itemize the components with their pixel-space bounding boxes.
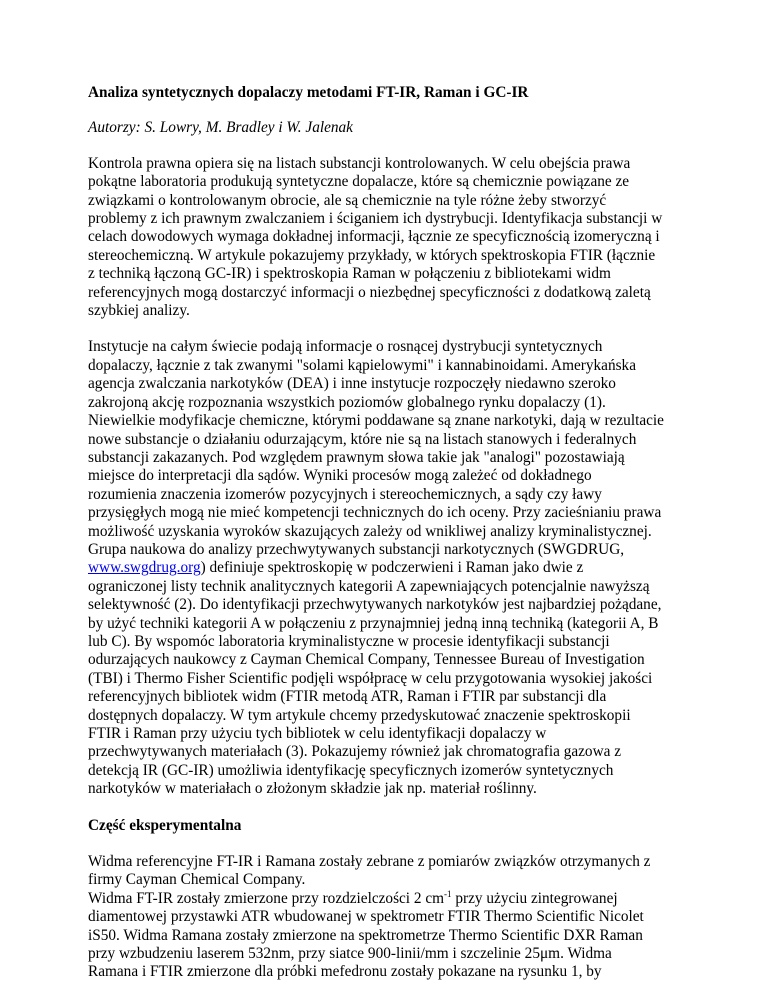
text-line: pokątne laboratoria produkują syntetyczne dopalacze, które są chemicznie powiązane ze: [88, 173, 630, 191]
text-line: Kontrola prawna opiera się na listach substancji kontrolowanych. W celu obejścia prawa: [88, 154, 631, 172]
paragraph-background: [88, 338, 688, 798]
text-line: agencja zwalczania narkotyków (DEA) i inne instytucje rozpoczęły niedawno szeroko: [88, 375, 616, 393]
text-line: szybkiej analizy.: [88, 302, 190, 320]
unit-exponent: -1: [444, 888, 452, 899]
text-line: referencyjnych mogą dostarczyć informacji o niezbędnej specyficzności z dodatkową zaletą: [88, 283, 651, 301]
paragraph-experimental: [88, 853, 688, 982]
text-line: przy wzbudzeniu laserem 532nm, przy siatce 900-linii/mm i szczelinie 25μm. Widma: [88, 945, 612, 963]
text-line: selektywność (2). Do identyfikacji przechwytywanych narkotyków jest najbardziej pożądane,: [88, 596, 662, 614]
text-line: Grupa naukowa do analizy przechwytywanych substancji narkotycznych (SWGDRUG,: [88, 540, 625, 558]
text-line: związkami o kontrolowanym obrocie, ale są chemicznie na tyle różne żeby stworzyć: [88, 191, 607, 209]
text-line: możliwość uzyskania wyroków skazujących zależy od wnikliwej analizy kryminalistycznej.: [88, 522, 652, 540]
text-line: Instytucje na całym świecie podają informacje o rosnącej dystrybucji syntetycznych: [88, 338, 603, 356]
link-suffix-text: ) definiuje spektroskopię w podczerwieni i Raman jako dwie z: [200, 559, 584, 577]
text-line: problemy z ich prawnym zwalczaniem i ściganiem ich dystrybucji. Identyfikacja substancji w: [88, 210, 663, 228]
resolution-text: Widma FT-IR zostały zmierzone przy rozdzielczości 2 cm: [88, 889, 445, 907]
text-line: z techniką łączoną GC-IR) i spektroskopia Raman w połączeniu z bibliotekami widm: [88, 265, 611, 283]
section-heading: Część eksperymentalna: [88, 816, 242, 834]
text-line-with-link: [88, 559, 688, 577]
text-line-with-superscript: [88, 890, 688, 908]
paragraph-intro: [88, 155, 688, 321]
text-line: dostępnych dopalaczy. W tym artykule chcemy przedyskutować znaczenie spektroskopii: [88, 706, 631, 724]
text-line: zakrojoną akcję rozpoznania wszystkich poziomów globalnego rynku dopalaczy (1).: [88, 393, 606, 411]
text-line: diamentowej przystawki ATR wbudowanej w spektrometr FTIR Thermo Scientific Nicolet: [88, 908, 644, 926]
text-line: referencyjnych bibliotek widm (FTIR metodą ATR, Raman i FTIR par substancji dla: [88, 688, 607, 706]
resolution-text-suffix: przy użyciu zintegrowanej: [451, 889, 618, 907]
text-line: celach dowodowych wymaga dokładnej informacji, łącznie ze specyficznością izomeryczną i: [88, 228, 660, 246]
text-line: detekcją IR (GC-IR) umożliwia identyfikację specyficznych izomerów syntetycznych: [88, 761, 614, 779]
text-line: przechwytywanych materiałach (3). Pokazujemy również jak chromatografia gazowa z: [88, 743, 622, 761]
text-line: Ramana i FTIR zmierzone dla próbki mefedronu zostały pokazane na rysunku 1, by: [88, 963, 602, 981]
text-line: miejsce do interpretacji dla sądów. Wyniki procesów mogą zależeć od dokładnego: [88, 467, 592, 485]
text-line: iS50. Widma Ramana zostały zmierzone na spektrometrze Thermo Scientific DXR Raman: [88, 926, 643, 944]
text-line: by użyć techniki kategorii A w połączeniu z przynajmniej jedną inną techniką (kategorii A, B: [88, 614, 659, 632]
text-line: rozumienia znaczenia izomerów pozycyjnych i stereochemicznych, a sądy czy ławy: [88, 485, 602, 503]
text-line: Niewielkie modyfikacje chemiczne, którymi poddawane są znane narkotyki, dają w rezultacie: [88, 412, 664, 430]
document-title: Analiza syntetycznych dopalaczy metodami FT-IR, Raman i GC-IR: [88, 84, 529, 101]
text-line: dopalaczy, łącznie z tak zwanymi "solami kąpielowymi" i kannabinoidami. Amerykańska: [88, 356, 636, 374]
text-line: Widma referencyjne FT-IR i Ramana zostały zebrane z pomiarów związków otrzymanych z: [88, 853, 651, 871]
document-authors: Autorzy: S. Lowry, M. Bradley i W. Jalenak: [88, 119, 353, 137]
text-line: narkotyków w materiałach o złożonym składzie jak np. materiał roślinny.: [88, 780, 537, 798]
text-line: FTIR i Raman przy użyciu tych bibliotek w celu identyfikacji dopalaczy w: [88, 725, 547, 742]
text-line: odurzających naukowcy z Cayman Chemical Company, Tennessee Bureau of Investigation: [88, 651, 645, 669]
text-line: nowe substancje o działaniu odurzającym, które nie są na listach stanowych i federalnych: [88, 430, 637, 448]
text-line: ograniczonej listy technik analitycznych kategorii A zapewniających potencjalnie nawyższą: [88, 577, 650, 595]
text-line: substancji zakazanych. Pod względem prawnym słowa takie jak "analogi" pozostawiają: [88, 448, 625, 466]
swgdrug-link[interactable]: www.swgdrug.org: [88, 559, 201, 577]
text-line: lub C). By wspomóc laboratoria kryminalistyczne w procesie identyfikacji substancji: [88, 632, 610, 650]
text-line: (TBI) i Thermo Fisher Scientific podjęli współpracę w celu przygotowania wysokiej jakości: [88, 669, 653, 687]
text-line: stereochemiczną. W artykule pokazujemy przykłady, w których spektroskopia FTIR (łącznie: [88, 246, 656, 264]
text-line: przysięgłych mogą nie mieć kompetencji technicznych do ich oceny. Przy zacieśnianiu prawa: [88, 504, 662, 522]
text-line: firmy Cayman Chemical Company.: [88, 871, 306, 889]
